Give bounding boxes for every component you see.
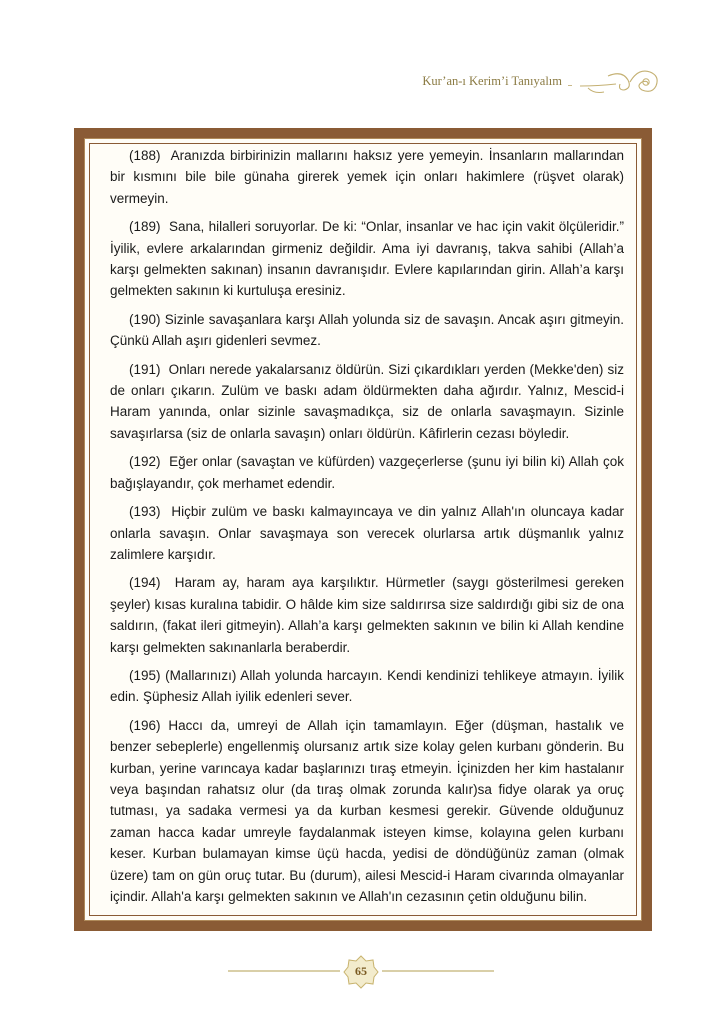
verse-number: (193): [129, 504, 161, 520]
verse-text: Hiçbir zulüm ve baskı kalmayıncaya ve din yalnız Allah'ın oluncaya kadar onlarla savaşın. Onlar savaşmaya son verecek olurlarsa artık düşmanlık yalnız zalimlere karşıdır.: [110, 504, 624, 562]
page-footer: [0, 955, 726, 991]
verse-number: (190): [129, 311, 161, 327]
verse-number: (191): [129, 361, 161, 377]
footer-rule-right: [382, 970, 494, 972]
verse-text: Sana, hilalleri soruyorlar. De ki: “Onlar, insanlar ve hac için vakit ölçüleridir.” İyilik, evlere arkalarından girmeniz değildir. Ama iyi davranış, takva sahibi (Allah’a karşı gelmekten sakınan) insanın davranışıdır. Evlere kapılarından girin. Allah’a karşı gelmekten sakının ki kurtuluşa eresiniz.: [110, 219, 624, 299]
verse-text: Eğer onlar (savaştan ve küfürden) vazgeçerlerse (şunu iyi bilin ki) Allah çok bağışlayandır, çok merhamet edendir.: [110, 454, 624, 491]
verse-list: [110, 145, 624, 914]
verse-number: (195): [129, 667, 161, 683]
verse-195: [110, 665, 624, 708]
verse-190: [110, 309, 624, 352]
verse-191: [110, 359, 624, 445]
verse-text: Haccı da, umreyi de Allah için tamamlayın. Eğer (düşman, hastalık ve benzer sebeplerle) engellenmiş olursanız artık size kolay gelen kurbanı gönderin. Bu kurban, yerine varıncaya kadar başlarınızı tıraş etmeyin. İçinizden her kim hastalanır veya başından rahatsız olur (da tıraş olmak zorunda kalır)sa fidye olarak ya oruç tutması, ya sadaka vermesi ya da kurban kesmesi gerekir. Güvende olduğunuz zaman hacca kadar umreyle faydalanmak isteyen kimse, kolayına gelen kurbanı keser. Kurban bulamayan kimse üçü hacda, yedisi de döndüğünüz zaman (olmak üzere) tam on gün oruç tutar. Bu (durum), ailesi Mescid-i Haram civarında olmayanlar içindir. Allah'a karşı gelmekten sakının ve Allah'ın cezasının çetin olduğunu bilin.: [110, 717, 624, 904]
verse-number: (188): [129, 148, 161, 163]
verse-text: (Mallarınızı) Allah yolunda harcayın. Kendi kendinizi tehlikeye atmayın. İyilik edin. Şüphesiz Allah iyilik edenleri sever.: [110, 667, 624, 705]
verse-189: [110, 216, 624, 302]
verse-number: (194): [129, 575, 161, 591]
verse-192: [110, 451, 624, 494]
header-title-text: Kur’an-ı Kerim’i Tanıyalım: [414, 74, 568, 88]
flourish-ornament-icon: [578, 64, 668, 100]
verse-194: [110, 572, 624, 658]
verse-193: [110, 501, 624, 565]
page-number: 65: [355, 964, 367, 978]
verse-text: Haram ay, haram aya karşılıktır. Hürmetler (saygı gösterilmesi gereken şeyler) kısas kuralına tabidir. O hâlde kim size saldırırsa size saldırdığı gibi siz de ona saldırın, (fakat ileri gitmeyin). Allah’a karşı gelmekten sakının ve bilin ki Allah kendine karşı gelmekten sakınanlarla beraberdir.: [110, 575, 624, 655]
verse-188: [110, 145, 624, 209]
footer-rule-left: [228, 970, 340, 972]
verse-number: (192): [129, 454, 161, 470]
verse-number: (196): [129, 717, 161, 733]
verse-text: Onları nerede yakalarsanız öldürün. Sizi çıkardıkları yerden (Mekke'den) siz de onları çıkarın. Zulüm ve baskı adam öldürmekten daha ağırdır. Yalnız, Mescid-i Haram yanında, onlar sizinle savaşmadıkça, siz de onlarla savaşmayın. Sizinle savaşırlarsa (siz de onlarla savaşın) onları öldürün. Kâfirlerin cezası böyledir.: [110, 361, 624, 441]
verse-text: Sizinle savaşanlara karşı Allah yolunda siz de savaşın. Ancak aşırı gitmeyin. Çünkü Allah aşırı gidenleri sevmez.: [110, 311, 624, 349]
page-header-title: [0, 74, 568, 89]
verse-text: Aranızda birbirinizin mallarını haksız yere yemeyin. İnsanların mallarından bir kısmını bile bile günaha girerek yemek için onları hakimlere (rüşvet olarak) vermeyin.: [110, 148, 624, 206]
verse-196: [110, 715, 624, 908]
verse-number: (189): [129, 219, 161, 235]
